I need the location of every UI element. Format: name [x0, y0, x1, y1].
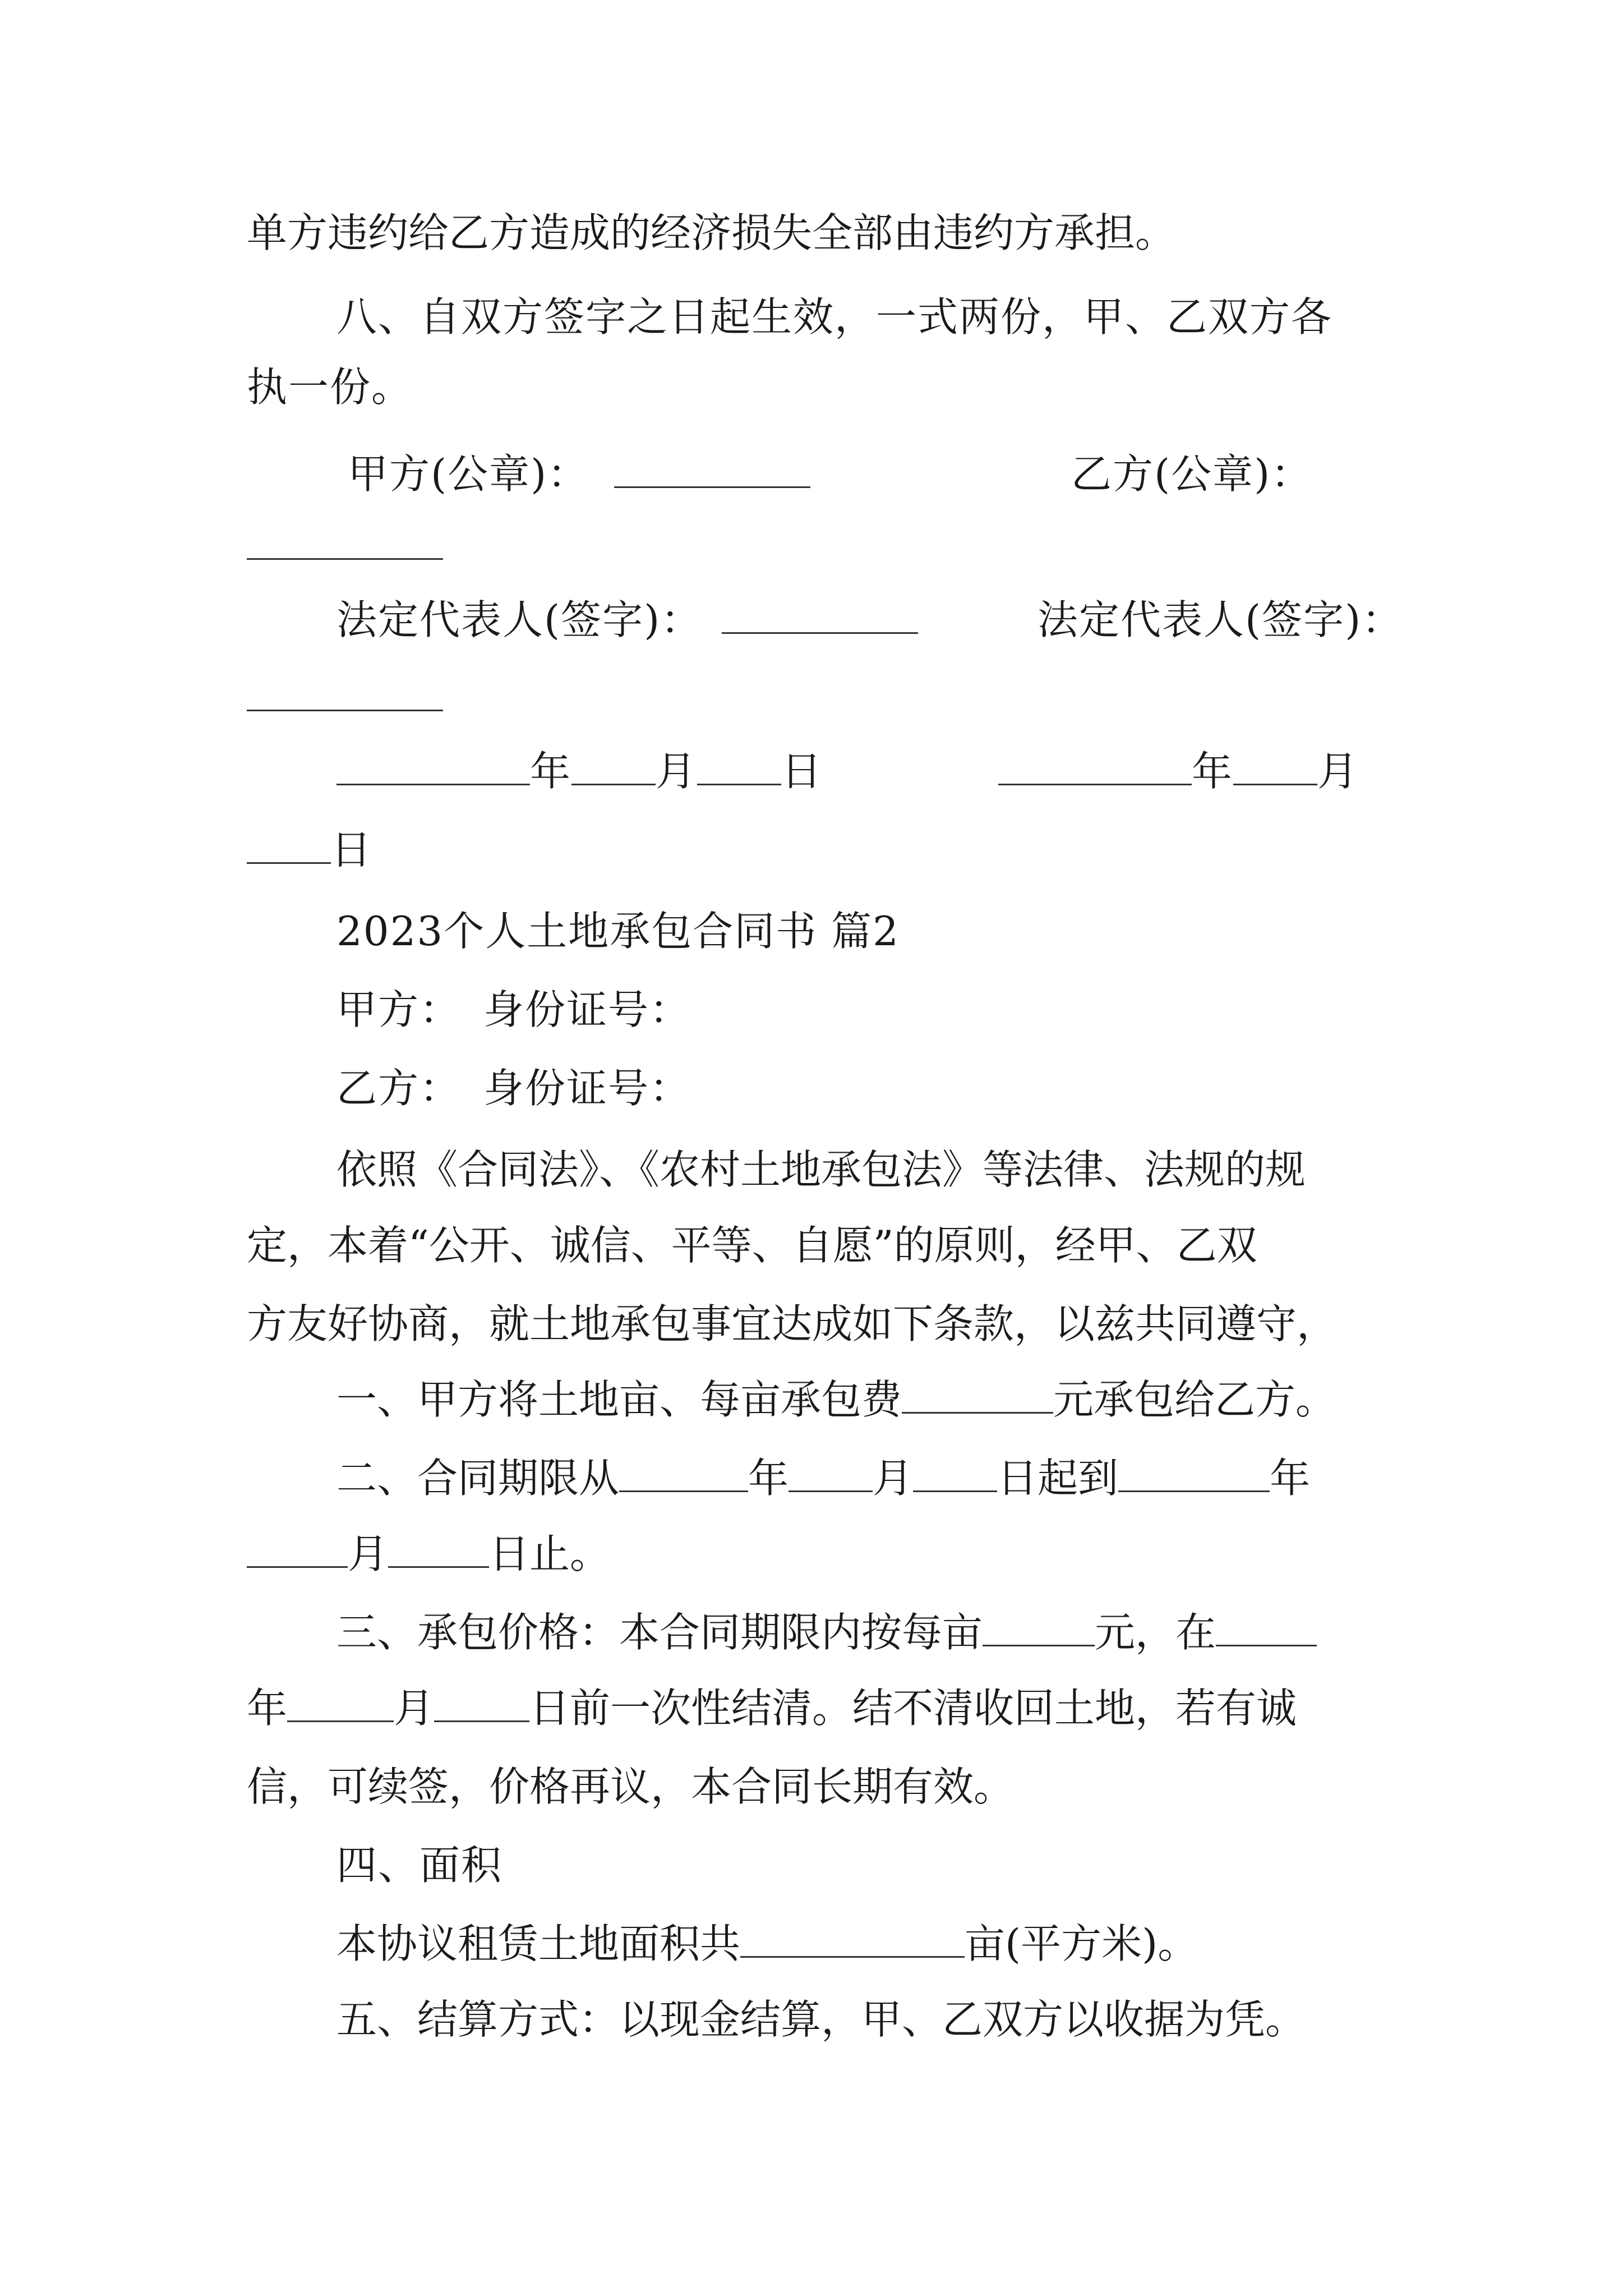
year-label: 年 [1270, 1455, 1311, 1502]
article-3-text: 三、承包价格：本合同期限内按每亩 [336, 1609, 983, 1656]
year-blank [336, 749, 530, 785]
date-line-b-cont [247, 825, 372, 875]
fee-blank [902, 1377, 1053, 1414]
article-4-text: 亩(平方米)。 [965, 1920, 1198, 1967]
article-3-line [336, 1607, 1317, 1658]
article-2-text: 日起到 [997, 1455, 1119, 1502]
start-month-blank [789, 1456, 873, 1492]
year-label: 年 [247, 1685, 288, 1732]
area-blank [740, 1921, 965, 1958]
preamble-line: 依照《合同法》、《农村土地承包法》等法律、法规的规 [336, 1146, 1306, 1193]
price-blank [983, 1610, 1095, 1646]
rep-a-label: 法定代表人(签字)： [336, 596, 703, 643]
month-label: 月 [1317, 748, 1359, 795]
article-8-line: 八、自双方签字之日起生效，一式两份，甲、乙双方各 [336, 293, 1333, 341]
year-label: 年 [530, 748, 572, 795]
month-label: 月 [394, 1685, 435, 1732]
signature-line-rep [336, 595, 918, 645]
day-blank [697, 749, 781, 785]
pay-day-blank [434, 1686, 529, 1722]
id-number-label: 身份证号： [483, 1065, 691, 1112]
party-b-seal-blank [247, 558, 443, 560]
end-day-blank [388, 1531, 489, 1568]
day-blank [247, 827, 331, 864]
article-4-title: 四、面积 [336, 1842, 503, 1889]
pay-year-blank [1216, 1610, 1317, 1646]
article-4-line [336, 1918, 1198, 1969]
article-2-text: 日止。 [489, 1530, 611, 1577]
article-3-line [247, 1683, 1297, 1733]
article-3-line: 信，可续签，价格再议，本合同长期有效。 [247, 1763, 1015, 1810]
preamble-line: 定，本着“公开、诚信、平等、自愿”的原则，经甲、乙双 [247, 1222, 1257, 1269]
month-label: 月 [656, 748, 698, 795]
article-2-text: 二、合同期限从 [336, 1455, 620, 1502]
signature-line-seal [348, 449, 810, 499]
party-b-label: 乙方： [336, 1065, 462, 1112]
id-number-label: 身份证号： [483, 986, 691, 1033]
article-4-text: 本协议租赁土地面积共 [336, 1920, 741, 1967]
article-3-text: 日前一次性结清。结不清收回土地，若有诚 [529, 1685, 1297, 1732]
month-label: 月 [873, 1455, 914, 1502]
end-year-blank [1118, 1456, 1270, 1492]
article-1-text: 一、甲方将土地亩、每亩承包费 [336, 1376, 902, 1423]
article-5-line: 五、结算方式：以现金结算，甲、乙双方以收据为凭。 [336, 1996, 1306, 2043]
section-title: 2023个人土地承包合同书 篇2 [336, 908, 900, 955]
article-1-text: 元承包给乙方。 [1053, 1376, 1336, 1423]
date-line-a [336, 746, 823, 797]
party-a-seal-label: 甲方(公章)： [348, 450, 589, 498]
rep-a-blank [722, 597, 918, 634]
preamble-line: 方友好协商，就土地承包事宜达成如下条款，以兹共同遵守， [247, 1300, 1338, 1347]
month-blank [571, 749, 656, 785]
year-label: 年 [1192, 748, 1234, 795]
article-8-line: 执一份。 [247, 364, 413, 411]
day-label: 日 [781, 748, 823, 795]
party-b-line [336, 1063, 691, 1114]
party-a-line [336, 984, 691, 1035]
party-a-seal-blank [614, 452, 810, 488]
start-year-blank [619, 1456, 748, 1492]
day-label: 日 [331, 826, 373, 873]
year-blank [998, 749, 1192, 785]
party-a-label: 甲方： [336, 986, 462, 1033]
article-2-line [336, 1453, 1310, 1503]
month-label: 月 [348, 1530, 389, 1577]
pay-month-blank [287, 1686, 394, 1722]
article-1-line [336, 1374, 1336, 1425]
article-2-line [247, 1529, 610, 1579]
paragraph-line: 单方违约给乙方造成的经济损失全部由违约方承担。 [247, 209, 1176, 256]
article-3-text: 元，在 [1095, 1609, 1216, 1656]
year-label: 年 [748, 1455, 789, 1502]
date-line-b [998, 746, 1359, 797]
start-day-blank [913, 1456, 997, 1492]
rep-b-blank [247, 710, 443, 711]
end-month-blank [247, 1531, 348, 1568]
month-blank [1233, 749, 1317, 785]
party-b-seal-label: 乙方(公章)： [1071, 450, 1313, 498]
rep-b-label: 法定代表人(签字)： [1038, 596, 1404, 643]
